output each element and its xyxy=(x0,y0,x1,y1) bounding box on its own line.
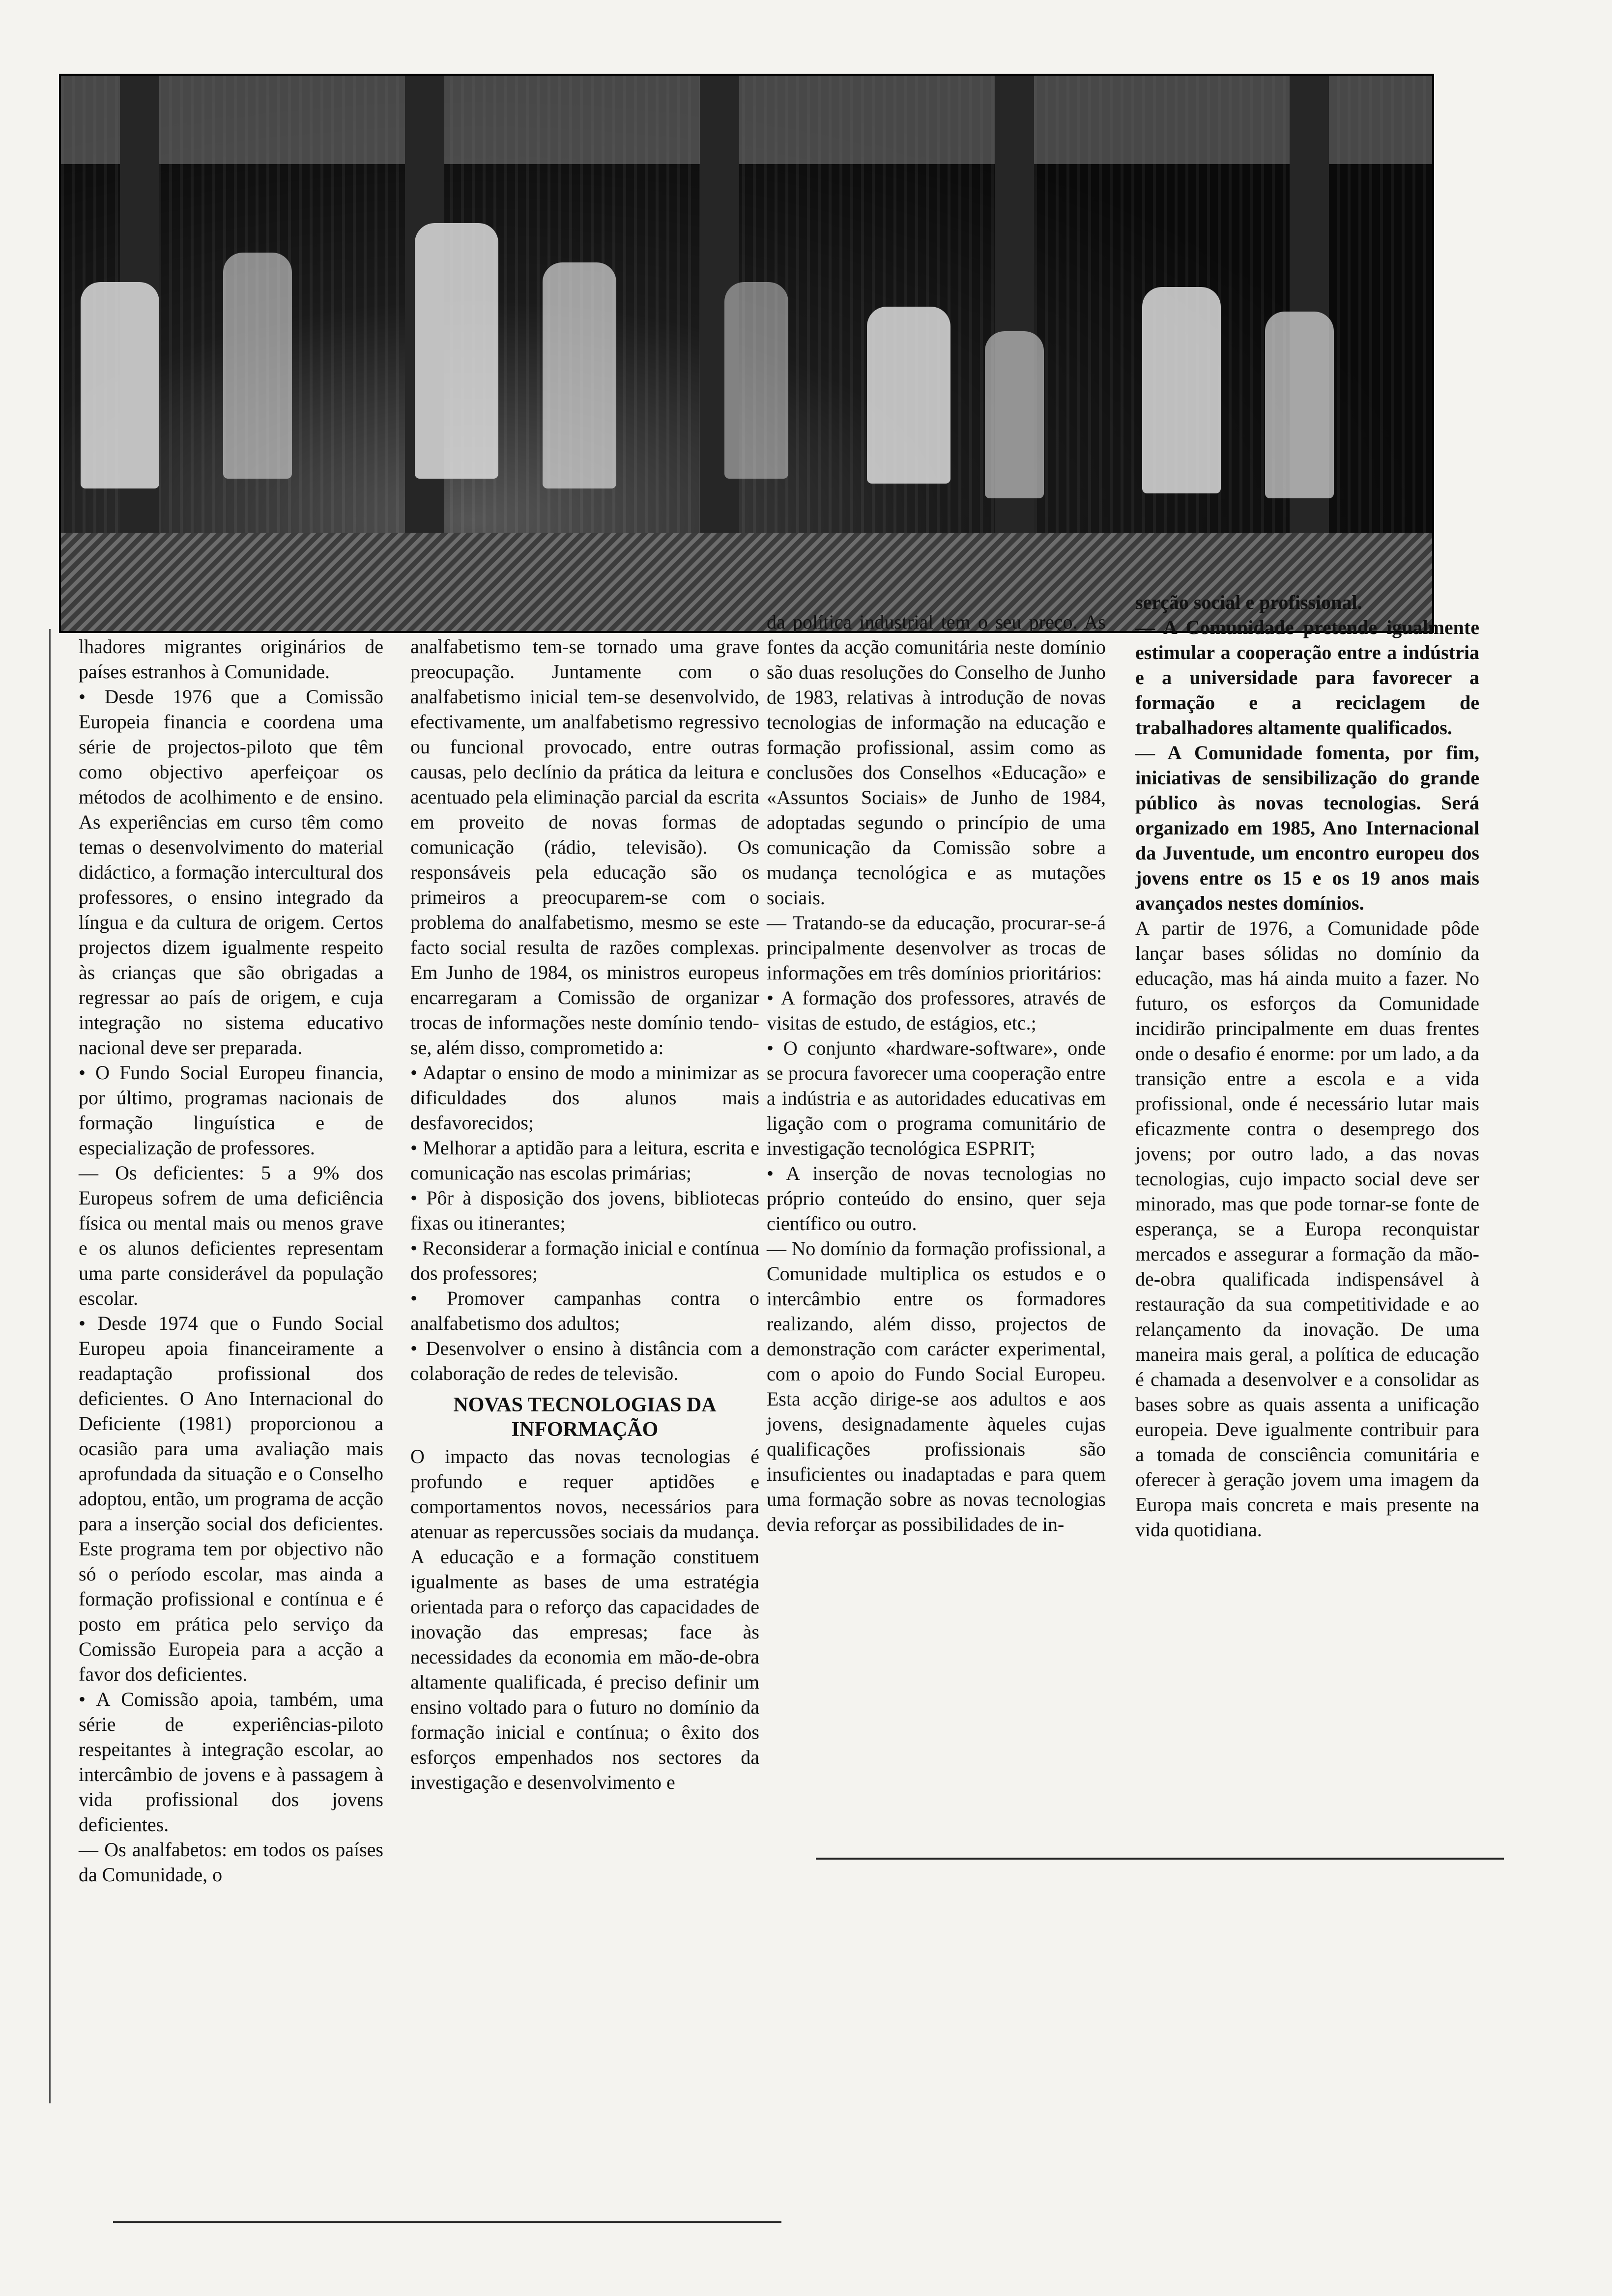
bottom-rule xyxy=(113,2221,781,2223)
paragraph: • Desde 1974 que o Fundo Social Europeu apoia financeiramente a readaptação profissional dos deficientes. O Ano Internacional do Deficiente (1981) proporcionou a ocasião para uma avaliação mais aprofundada da situação e o Conselho adoptou, então, um programa de acção para a inserção social dos deficientes. Este programa tem por objectivo não só o período escolar, mas ainda a formação profissional e contínua e é posto em prática pelo serviço da Comissão Europeia para a acção a favor dos deficientes. xyxy=(79,1312,383,1685)
column-4 xyxy=(1135,590,1479,1542)
paragraph: — Os deficientes: 5 a 9% dos Europeus sofrem de uma deficiência física ou mental mais ou menos grave e os alunos deficientes representam uma parte considerável da população escolar. xyxy=(79,1162,383,1309)
paragraph: A partir de 1976, a Comunidade pôde lançar bases sólidas no domínio da educação, mas há ainda muito a fazer. No futuro, os esforços da Comunidade incidirão principalmente em duas frentes onde o desafio é enorme: por um lado, a da transição entre a escola e a vida profissional, onde é necessário lutar mais eficazmente contra o desemprego dos jovens; por outro lado, a das novas tecnologias, cujo impacto social deve ser minorado, mas que pode tornar-se fonte de esperança, se a Europa reconquistar mercados e assegurar a formação da mão-de-obra qualificada indispensável à restauração da sua competitividade e ao relançamento da inovação. De uma maneira mais geral, a política de educação é chamada a desenvolver e a consolidar as bases sobre as quais assenta a unificação europeia. Deve igualmente contribuir para a tomada de consciência comunitária e oferecer à geração jovem uma imagem da Europa mais concreta e mais presente na vida quotidiana. xyxy=(1135,917,1479,1541)
paragraph: — A Comunidade fomenta, por fim, iniciativas de sensibilização do grande público às novas tecnologias. Será organizado em 1985, Ano Internacional da Juventude, um encontro europeu dos jovens entre os 15 e os 19 anos mais avançados nestes domínios. xyxy=(1135,742,1479,914)
paragraph: O impacto das novas tecnologias é profundo e requer aptidões e comportamentos novos, necessários para atenuar as repercussões sociais da mudança. A educação e a formação constituem igualmente as bases de uma estratégia orientada para o reforço das capacidades de inovação das empresas; face às necessidades da economia em mão-de-obra altamente qualificada, é preciso definir um ensino voltado para o futuro no domínio da formação inicial e contínua; o êxito dos esforços empenhados nos sectores da investigação e desenvolvimento e xyxy=(410,1445,759,1793)
paragraph: • Promover campanhas contra o analfabetismo dos adultos; xyxy=(410,1287,759,1334)
paragraph: — A Comunidade pretende igualmente estimular a cooperação entre a indústria e a universidade para favorecer a formação e a reciclagem de trabalhadores altamente qualificados. xyxy=(1135,616,1479,739)
column-end-rule xyxy=(816,1858,1504,1860)
paragraph: • O conjunto «hardware-software», onde se procura favorecer uma cooperação entre a indústria e as autoridades educativas em ligação com o programa comunitário de investigação tecnológica ESPRIT; xyxy=(767,1037,1106,1159)
column-1 xyxy=(79,634,383,1887)
paragraph: analfabetismo tem-se tornado uma grave preocupação. Juntamente com o analfabetismo inicial tem-se desenvolvido, efectivamente, um analfabetismo regressivo ou funcional provocado, entre outras causas, pelo declínio da prática da leitura e acentuado pela eliminação parcial da escrita em proveito de novas formas de comunicação (rádio, televisão). Os responsáveis pela educação são os primeiros a preocuparem-se com o problema do analfabetismo, mesmo se este facto social resulta de razões complexas. Em Junho de 1984, os ministros europeus encarregaram a Comissão de organizar trocas de informações neste domínio tendo-se, além disso, comprometido a: xyxy=(410,635,759,1059)
paragraph: • A formação dos professores, através de visitas de estudo, de estágios, etc.; xyxy=(767,987,1106,1034)
paragraph: • Adaptar o ensino de modo a minimizar as dificuldades dos alunos mais desfavorecidos; xyxy=(410,1062,759,1134)
paragraph: • O Fundo Social Europeu financia, por último, programas nacionais de formação linguística e de especialização de professores. xyxy=(79,1062,383,1159)
crowd-photo xyxy=(59,74,1434,633)
paragraph: • Reconsiderar a formação inicial e contínua dos professores; xyxy=(410,1237,759,1284)
paragraph: • A inserção de novas tecnologias no próprio conteúdo do ensino, quer seja científico ou outro. xyxy=(767,1162,1106,1234)
paragraph: • A Comissão apoia, também, uma série de experiências-piloto respeitantes à integração escolar, ao intercâmbio de jovens e à passagem à vida profissional dos jovens deficientes. xyxy=(79,1688,383,1836)
paragraph: — No domínio da formação profissional, a Comunidade multiplica os estudos e o intercâmbio entre os formadores realizando, além disso, projectos de demonstração com carácter experimental, com o apoio do Fundo Social Europeu. Esta acção dirige-se aos adultos e aos jovens, designadamente àqueles cujas qualificações profissionais são insuficientes ou inadaptadas e para quem uma formação sobre as novas tecnologias devia reforçar as possibilidades de in- xyxy=(767,1237,1106,1535)
paragraph: • Pôr à disposição dos jovens, bibliotecas fixas ou itinerantes; xyxy=(410,1187,759,1234)
paragraph: — Os analfabetos: em todos os países da Comunidade, o xyxy=(79,1838,383,1886)
paragraph: — Tratando-se da educação, procurar-se-á principalmente desenvolver as trocas de informações em três domínios prioritários: xyxy=(767,912,1106,984)
column-divider xyxy=(49,629,51,2103)
paragraph: serção social e profissional. xyxy=(1135,591,1362,613)
paragraph: lhadores migrantes originários de países estranhos à Comunidade. xyxy=(79,635,383,683)
paragraph: da política industrial tem o seu preço. As fontes da acção comunitária neste domínio são duas resoluções do Conselho de Junho de 1983, relativas à introdução de novas tecnologias de informação na educação e formação profissional, assim como as conclusões dos Conselhos «Educação» e «Assuntos Sociais» de Junho de 1984, adoptadas segundo o princípio de uma comunicação da Comissão sobre a mudança tecnológica e as mutações sociais. xyxy=(767,611,1106,909)
section-heading: NOVAS TECNOLOGIAS DA INFORMAÇÃO xyxy=(453,1394,717,1441)
column-3 xyxy=(767,609,1106,1537)
column-2 xyxy=(410,634,759,1795)
paragraph: • Melhorar a aptidão para a leitura, escrita e comunicação nas escolas primárias; xyxy=(410,1137,759,1184)
paragraph: • Desde 1976 que a Comissão Europeia financia e coordena uma série de projectos-piloto que têm como objectivo aperfeiçoar os métodos de acolhimento e de ensino. As experiências em curso têm como temas o desenvolvimento do material didáctico, a formação intercultural dos professores, o ensino integrado da língua e da cultura de origem. Certos projectos dizem igualmente respeito às crianças que são obrigadas a regressar ao país de origem, e cuja integração no sistema educativo nacional deve ser preparada. xyxy=(79,686,383,1059)
paragraph: • Desenvolver o ensino à distância com a colaboração de redes de televisão. xyxy=(410,1337,759,1384)
